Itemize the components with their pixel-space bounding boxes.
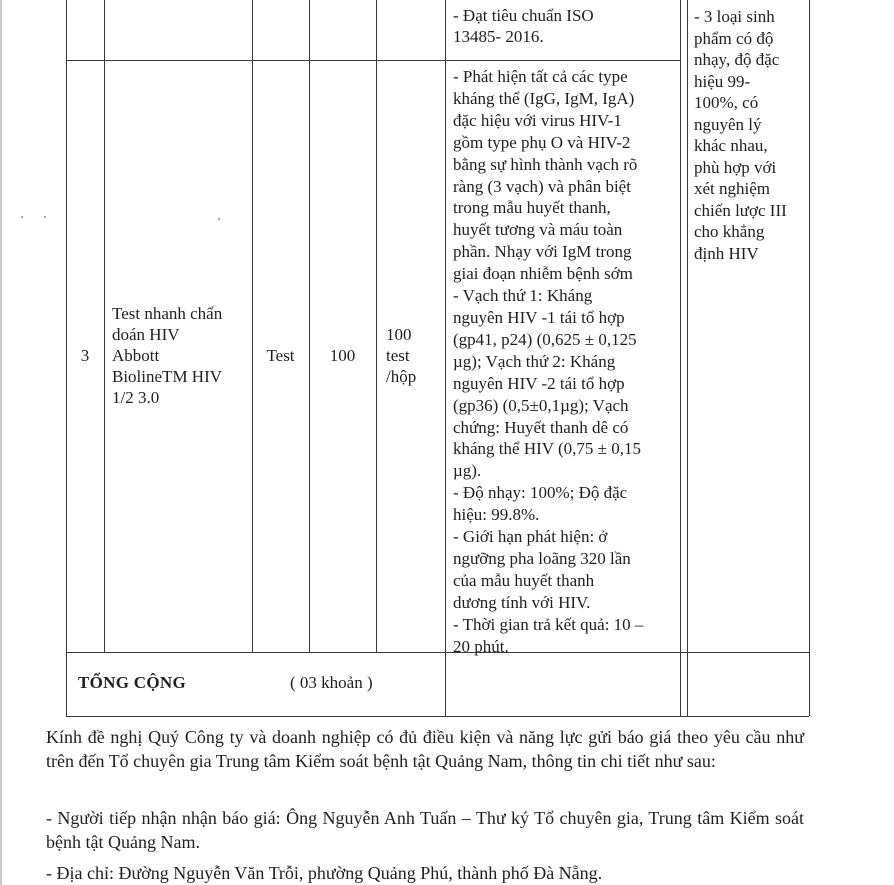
total-count: ( 03 khoản ) xyxy=(290,673,373,692)
table-border-left xyxy=(66,0,67,716)
scan-edge xyxy=(0,0,2,885)
cell-product-name: Test nhanh chẩn doán HIV Abbott BiolineTM HIV 1/2 3.0 xyxy=(112,304,223,407)
col-divider xyxy=(680,0,681,716)
col-divider xyxy=(309,0,310,652)
scan-speck xyxy=(21,216,23,218)
row-divider xyxy=(66,652,809,653)
cell-unit: Test xyxy=(266,346,295,365)
table-border-bottom xyxy=(66,716,809,717)
cell-quantity: 100 xyxy=(329,346,356,365)
receiver-paragraph: - Người tiếp nhận nhận báo giá: Ông Nguyễn Anh Tuấn – Thư ký Tổ chuyên gia, Trung tâm Kiểm soát bệnh tật Quảng Nam. xyxy=(46,808,804,852)
cell-stt: 3 xyxy=(80,346,90,365)
cell-spec-continued: - Đạt tiêu chuẩn ISO 13485- 2016. xyxy=(453,6,594,46)
col-divider xyxy=(687,0,688,716)
col-divider xyxy=(445,0,446,716)
address-paragraph: - Địa chỉ: Đường Nguyễn Văn Trỗi, phường Quảng Phú, thành phố Đà Nẵng. xyxy=(46,863,603,883)
col-divider xyxy=(252,0,253,652)
scan-speck xyxy=(218,218,220,220)
total-label: TỔNG CỘNG xyxy=(78,673,187,692)
col-divider xyxy=(104,0,105,652)
request-paragraph: Kính đề nghị Quý Công ty và doanh nghiệp có đủ điều kiện và năng lực gửi báo giá theo yêu cầu như trên đến Tổ chuyên gia Trung tâm Kiểm soát bệnh tật Quảng Nam, thông tin chi tiết như sau: xyxy=(46,727,804,771)
row-divider xyxy=(66,60,680,61)
cell-specification: - Phát hiện tất cả các type kháng thể (IgG, IgM, IgA) đặc hiệu với virus HIV-1 gồm type phụ O và HIV-2 bằng sự hình thành vạch rõ ràng (3 vạch) và phân biệt trong mẫu huyết thanh, huyết tương và máu toàn phần. Nhạy với IgM trong giai đoạn nhiễm bệnh sớm - Vạch thứ 1: Kháng nguyên HIV -1 tái tổ hợp (gp41, p24) (0,625 ± 0,125 µg); Vạch thứ 2: Kháng nguyên HIV -2 tái tổ hợp (gp36) (0,5±0,1µg); Vạch chứng: Huyết thanh dê có kháng thể HIV (0,75 ± 0,15 µg). - Độ nhạy: 100%; Độ đặc hiệu: 99.8%. - Giới hạn phát hiện: ở ngưỡng pha loãng 320 lần của mẫu huyết thanh dương tính với HIV. - Thời gian trả kết quả: 10 – 20 phút. xyxy=(453,67,644,656)
scan-speck xyxy=(44,216,46,218)
cell-note: - 3 loại sinh phẩm có độ nhạy, độ đặc hiệu 99- 100%, có nguyên lý khác nhau, phù hợp với xét nghiệm chiến lược III cho khẳng định HIV xyxy=(694,7,787,263)
cell-packaging: 100 test /hộp xyxy=(386,325,417,386)
table-border-right xyxy=(809,0,810,716)
col-divider xyxy=(376,0,377,652)
